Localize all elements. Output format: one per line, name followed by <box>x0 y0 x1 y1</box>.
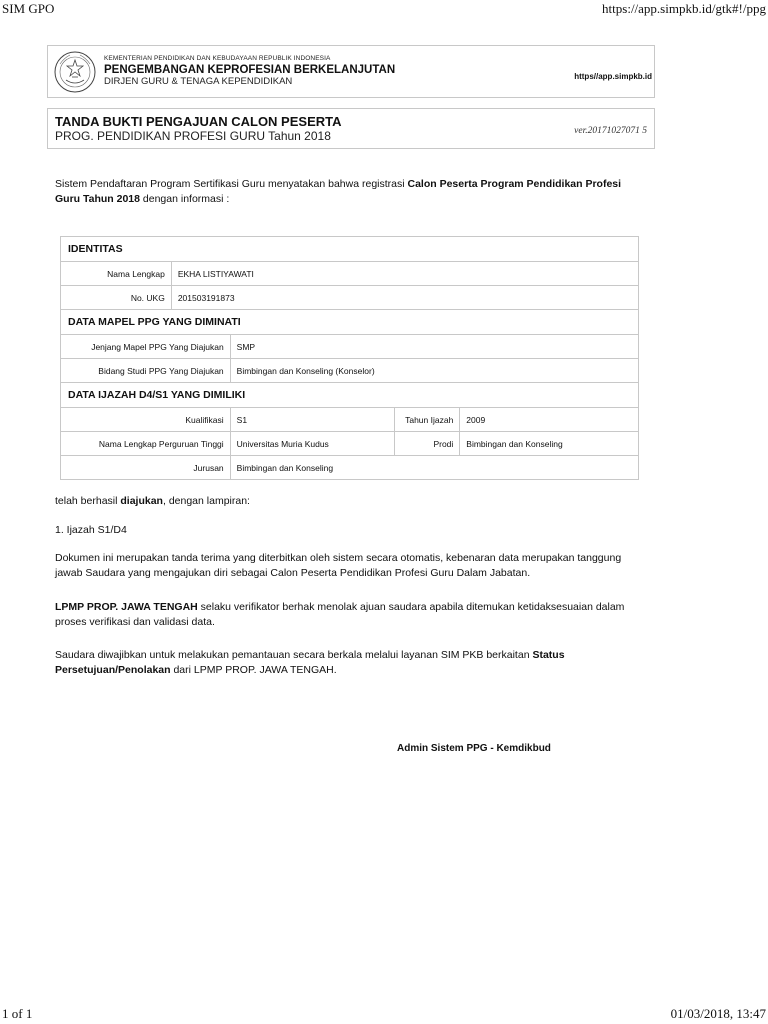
print-footer <box>0 1008 768 1024</box>
table-row <box>61 262 639 286</box>
attachment-list <box>55 524 127 536</box>
field-value: Universitas Muria Kudus <box>230 432 395 456</box>
field-label: Jenjang Mapel PPG Yang Diajukan <box>61 335 231 359</box>
field-label: Prodi <box>395 432 460 456</box>
document-title-block <box>47 108 655 149</box>
field-value: Bimbingan dan Konseling <box>460 432 639 456</box>
list-item: 1. Ijazah S1/D4 <box>55 524 127 536</box>
document-title: TANDA BUKTI PENGAJUAN CALON PESERTA <box>55 114 342 129</box>
monitoring-paragraph: Saudara diwajibkan untuk melakukan pemantauan secara berkala melalui layanan SIM PKB berkaitan Status Persetujuan/Penolakan dari LPMP PROP. JAWA TENGAH. <box>55 649 565 676</box>
document-subtitle: PROG. PENDIDIKAN PROFESI GURU Tahun 2018 <box>55 129 331 143</box>
submitted-paragraph: telah berhasil diajukan, dengan lampiran: <box>55 495 250 507</box>
field-value: SMP <box>230 335 638 359</box>
print-header-title: SIM GPO <box>2 1 55 16</box>
page-count: 1 of 1 <box>2 1006 33 1021</box>
org-directorate: PENGEMBANGAN KEPROFESIAN BERKELANJUTAN <box>104 63 396 76</box>
version-label: ver.20171027071 5 <box>574 126 647 136</box>
disclaimer-paragraph: Dokumen ini merupakan tanda terima yang diterbitkan oleh sistem secara otomatis, kebenaran data merupakan tanggung jawab Saudara yang mengajukan diri sebagai Calon Peserta Pendidikan Profesi Guru Dalam Jabatan. <box>55 552 622 579</box>
field-value: 2009 <box>460 408 639 432</box>
section-data-ijazah: DATA IJAZAH D4/S1 YANG DIMILIKI <box>61 383 639 408</box>
org-ministry: KEMENTERIAN PENDIDIKAN DAN KEBUDAYAAN REPUBLIK INDONESIA <box>104 55 331 62</box>
table-row <box>61 456 639 480</box>
field-label: Bidang Studi PPG Yang Diajukan <box>61 359 231 383</box>
section-data-mapel: DATA MAPEL PPG YANG DIMINATI <box>61 310 639 335</box>
table-row <box>61 286 639 310</box>
registration-info-table <box>60 236 639 480</box>
field-label: Jurusan <box>61 456 231 480</box>
field-label: Nama Lengkap <box>61 262 172 286</box>
field-value: EKHA LISTIYAWATI <box>171 262 638 286</box>
org-header <box>47 45 655 98</box>
tut-wuri-handayani-logo-icon <box>52 50 98 94</box>
print-header <box>0 0 768 16</box>
signature: Admin Sistem PPG - Kemdikbud <box>397 743 551 754</box>
verifier-paragraph: LPMP PROP. JAWA TENGAH selaku verifikator berhak menolak ajuan saudara apabila ditemukan ketidaksesuaian dalam proses verifikasi dan validasi data. <box>55 601 625 628</box>
print-timestamp: 01/03/2018, 13:47 <box>670 1006 766 1021</box>
section-identitas: IDENTITAS <box>61 237 639 262</box>
field-label: Nama Lengkap Perguruan Tinggi <box>61 432 231 456</box>
table-row <box>61 432 639 456</box>
field-value: Bimbingan dan Konseling (Konselor) <box>230 359 638 383</box>
org-url: https//app.simpkb.id <box>574 72 652 81</box>
org-subdirectorate: DIRJEN GURU & TENAGA KEPENDIDIKAN <box>104 75 293 87</box>
field-label: No. UKG <box>61 286 172 310</box>
table-row <box>61 408 639 432</box>
field-value: S1 <box>230 408 395 432</box>
print-header-url: https://app.simpkb.id/gtk#!/ppg <box>602 1 766 16</box>
field-value: 201503191873 <box>171 286 638 310</box>
field-value: Bimbingan dan Konseling <box>230 456 638 480</box>
field-label: Kualifikasi <box>61 408 231 432</box>
table-row <box>61 359 639 383</box>
field-label: Tahun Ijazah <box>395 408 460 432</box>
intro-paragraph: Sistem Pendaftaran Program Sertifikasi Guru menyatakan bahwa registrasi Calon Peserta Program Pendidikan Profesi Guru Tahun 2018 dengan informasi : <box>55 178 622 205</box>
table-row <box>61 335 639 359</box>
